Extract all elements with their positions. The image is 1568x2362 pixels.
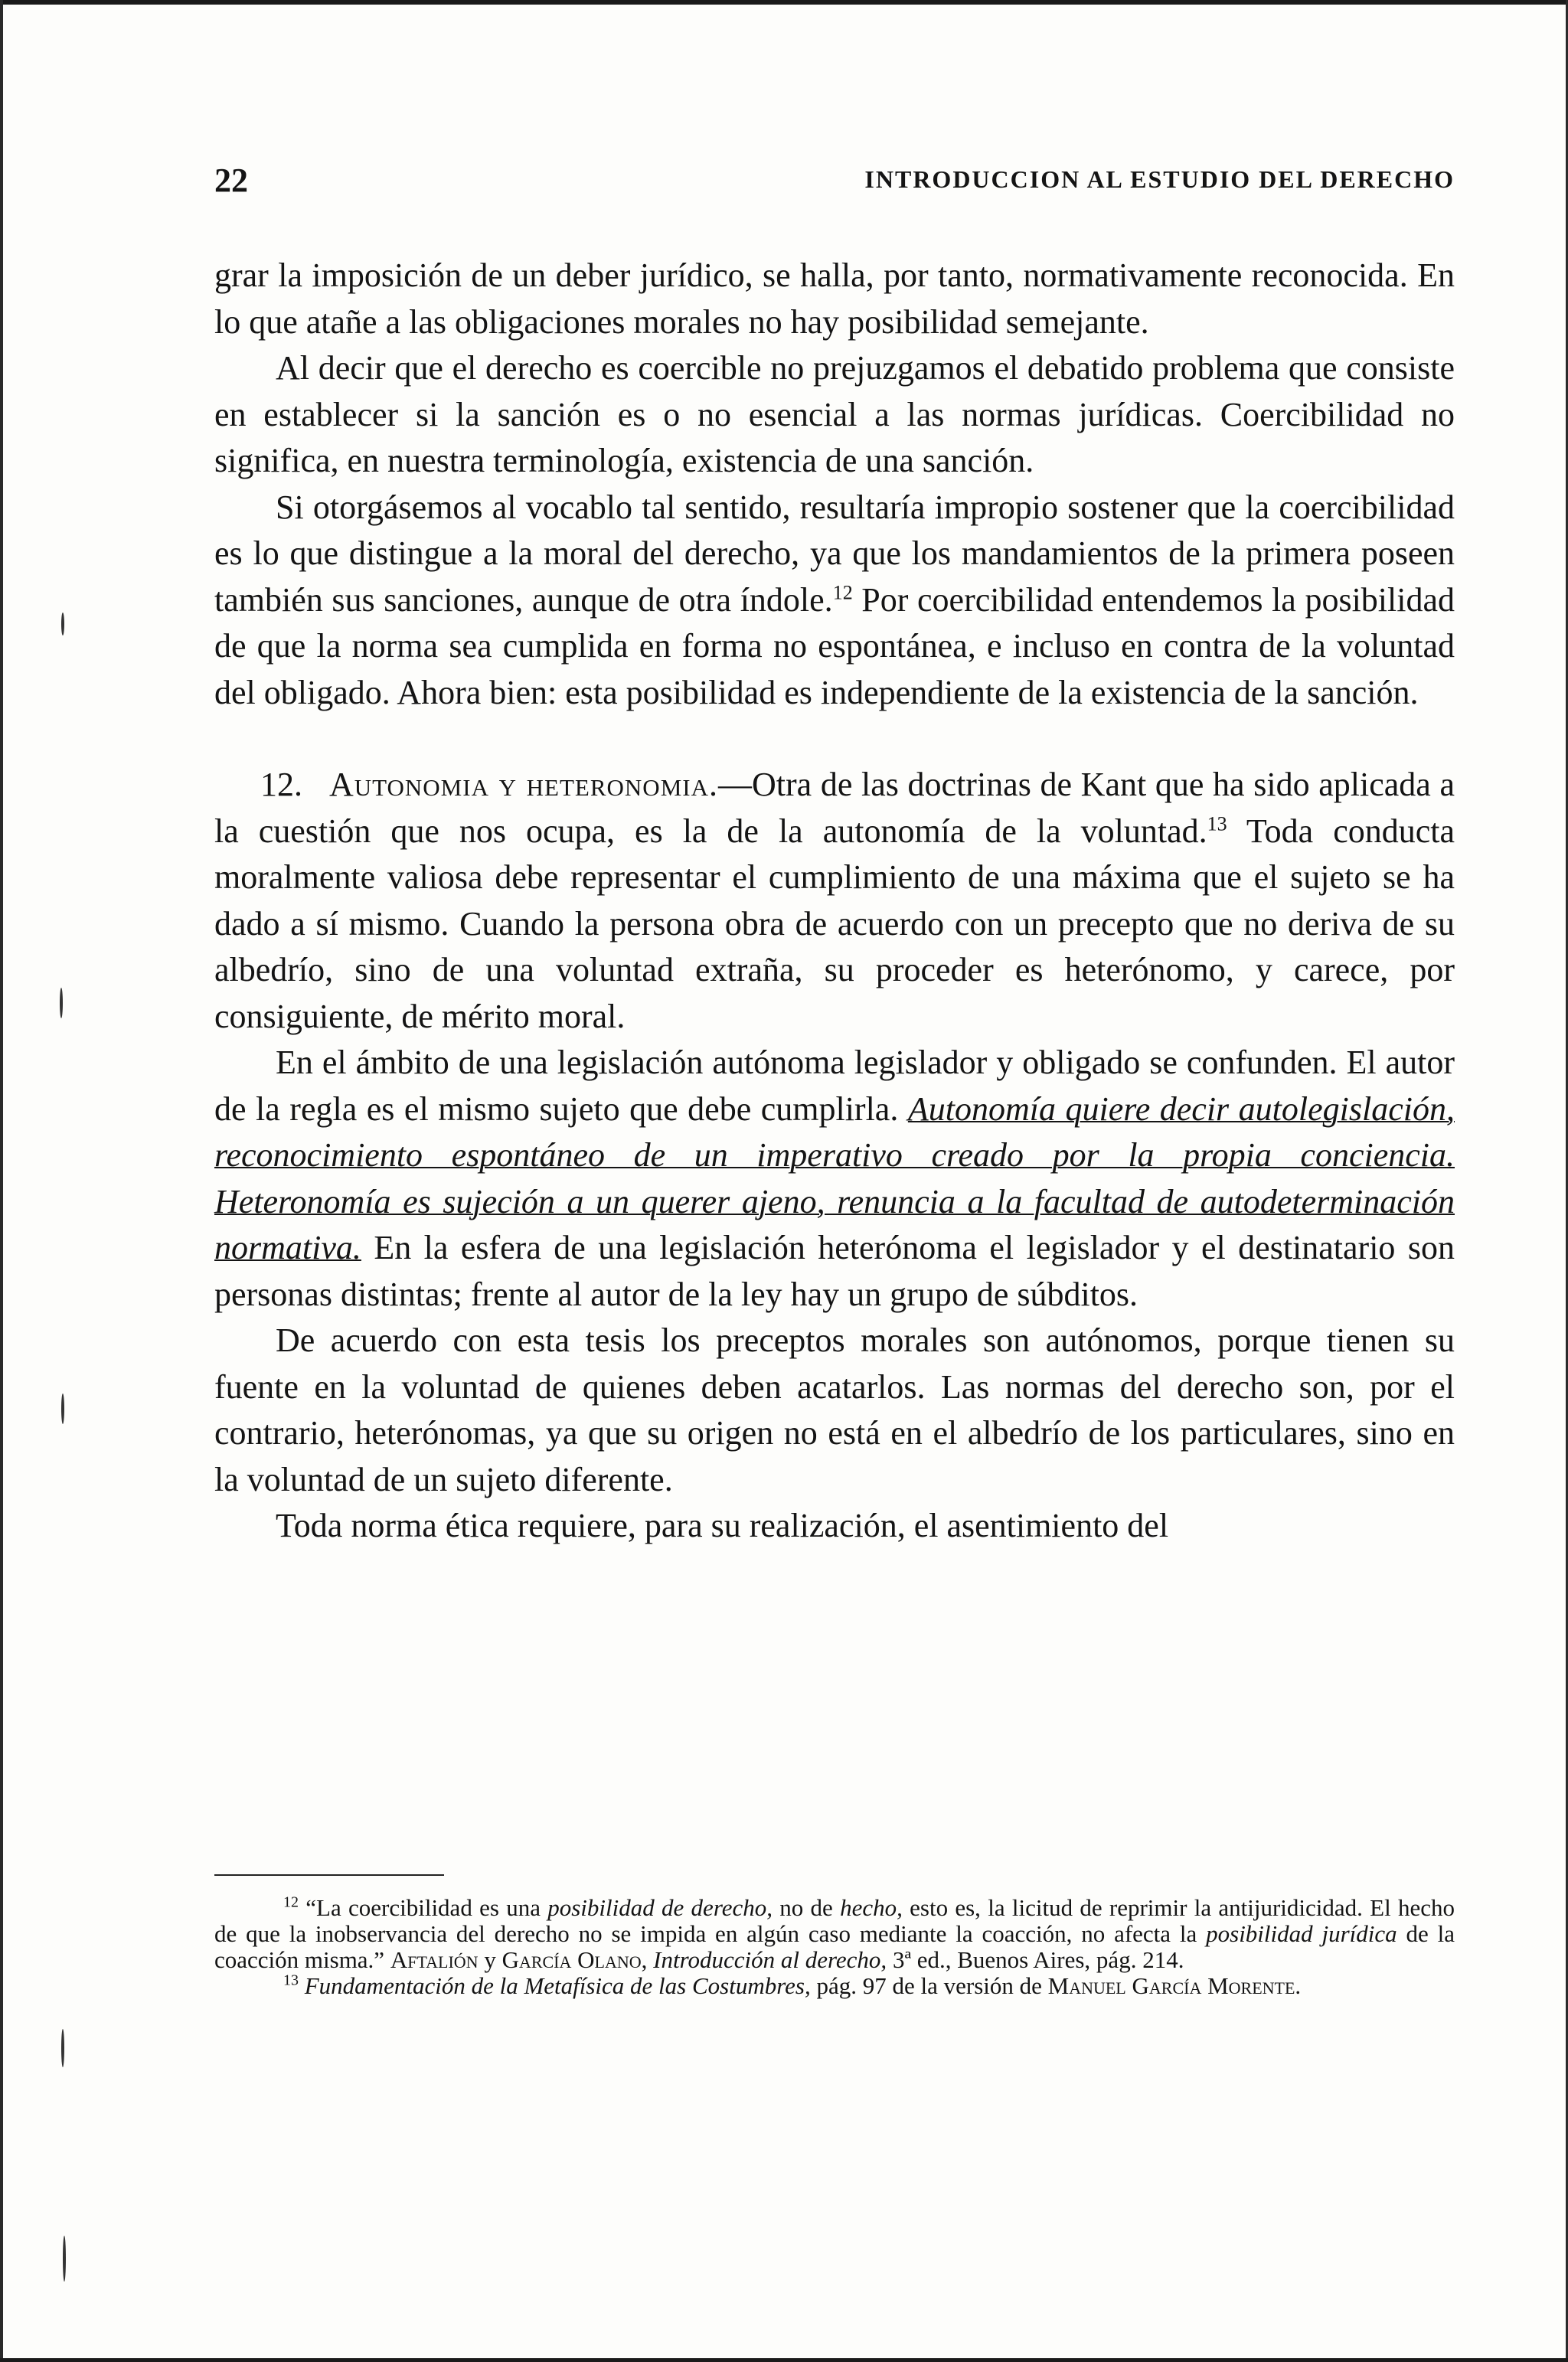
footnote-text: y: [478, 1946, 502, 1973]
paragraph-3-text-b: Por coercibilidad entendemos la posibilidad de que la norma sea cumplida en forma no espontánea, e incluso en contra de la voluntad del obligado. Ahora bien: esta posibilidad es independiente de la existencia de la sanción.: [214, 580, 1455, 711]
footnote-ref-12[interactable]: 12: [832, 580, 853, 603]
footnotes: [214, 1895, 1455, 1999]
scan-speck: [61, 2029, 64, 2067]
footnote-13: [214, 1973, 1455, 1999]
paragraph-1: grar la imposición de un deber jurídico, se halla, por tanto, normativamente reconocida. En lo que atañe a las obligaciones morales no hay posibilidad semejante.: [214, 256, 1455, 341]
footnote-number: 13: [283, 1972, 299, 1989]
footnote-italic: hecho,: [840, 1894, 903, 1921]
paragraph-3-text-a: Si otorgásemos al vocablo tal sentido, resultaría impropio sostener que la coercibilidad es lo que distingue a la moral del derecho, ya que los mandamientos de la primera poseen también sus sanciones, aunque de otra índole.: [214, 488, 1455, 619]
scan-speck: [63, 2236, 66, 2282]
scan-border-left: [0, 0, 3, 2362]
paragraph-2: Al decir que el derecho es coercible no prejuzgamos el debatido problema que consiste en establecer si la sanción es o no esencial a las normas jurídicas. Coercibilidad no significa, en nuestra terminología, existencia de una sanción.: [214, 349, 1455, 479]
section-number: 12.: [260, 766, 302, 803]
footnote-text: 3ª ed., Buenos Aires, pág. 214.: [887, 1946, 1184, 1973]
page-number: 22: [214, 162, 248, 199]
scan-speck: [61, 1393, 64, 1424]
underlined-definition: Autonomía quiere decir autolegislación, reconocimiento espontáneo de un imperativo creado por la propia conciencia. Heteronomía es sujeción a un querer ajeno, renuncia a la facultad de autodeterminación normativa.: [214, 1090, 1455, 1266]
scan-border-bottom: [0, 2358, 1568, 2362]
footnote-italic: Introducción al derecho,: [647, 1946, 887, 1973]
footnote-ref-13[interactable]: 13: [1207, 812, 1227, 835]
paragraph-5: [214, 1040, 1455, 1318]
scan-border-top: [0, 0, 1568, 5]
footnote-italic: Fundamentación de la Metafísica de las Costumbres,: [304, 1972, 811, 1999]
footnote-12: [214, 1895, 1455, 1973]
scan-speck: [60, 988, 63, 1018]
footnote-text: esto es, la licitud de reprimir la antijuridicidad. El hecho de que la inobservancia del derecho no se impida en algún caso mediante la coacción, no afecta la: [214, 1894, 1455, 1947]
footnote-text: “La coercibilidad es una: [305, 1894, 548, 1921]
section-title: Autonomia y heteronomia.: [328, 766, 718, 803]
paragraph-7: Toda norma ética requiere, para su realización, el asentimiento del: [276, 1507, 1169, 1544]
footnote-author: Aftalión: [390, 1946, 479, 1973]
running-title: INTRODUCCION AL ESTUDIO DEL DERECHO: [864, 165, 1455, 193]
footnote-italic: posibilidad de derecho,: [547, 1894, 773, 1921]
paragraph-4-text-b: Toda conducta moralmente valiosa debe representar el cumplimiento de una máxima que el sujeto se ha dado a sí mismo. Cuando la persona obra de acuerdo con un precepto que no deriva de su albedrío, sino de una voluntad extraña, su proceder es heterónomo, y carece, por consiguiente, de mérito moral.: [214, 812, 1455, 1035]
paragraph-5-text-b: En la esfera de una legislación heterónoma el legislador y el destinatario son personas distintas; frente al autor de la ley hay un grupo de súbditos.: [214, 1229, 1455, 1313]
paragraph-6: De acuerdo con esta tesis los preceptos morales son autónomos, porque tienen su fuente en la voluntad de quienes deben acatarlos. Las normas del derecho son, por el contrario, heterónomas, ya que su origen no está en el albedrío de los particulares, sino en la voluntad de un sujeto diferente.: [214, 1321, 1455, 1498]
footnote-text: pág. 97 de la versión de: [810, 1972, 1048, 1999]
paragraph-4-text-a: —Otra de las doctrinas de Kant que ha sido aplicada a la cuestión que nos ocupa, es la de la autonomía de la voluntad.: [214, 766, 1455, 850]
paragraph-3: [214, 485, 1455, 717]
footnote-author: García Olano,: [501, 1946, 648, 1973]
footnote-text: no de: [773, 1894, 841, 1921]
section-12-paragraph: [214, 762, 1455, 1040]
footnote-author: Manuel García Morente.: [1047, 1972, 1302, 1999]
footnote-number: 12: [283, 1893, 299, 1911]
body-text: [214, 253, 1455, 1550]
paragraph-5-text-a: En el ámbito de una legislación autónoma legislador y obligado se confunden. El autor de la regla es el mismo sujeto que debe cumplirla.: [214, 1044, 1455, 1128]
running-head: [214, 161, 1455, 207]
footnote-text: de la coacción misma.”: [214, 1920, 1455, 1973]
footnote-italic: posibilidad jurídica: [1206, 1920, 1397, 1947]
footnote-divider: [214, 1874, 444, 1876]
scan-speck: [61, 613, 64, 635]
